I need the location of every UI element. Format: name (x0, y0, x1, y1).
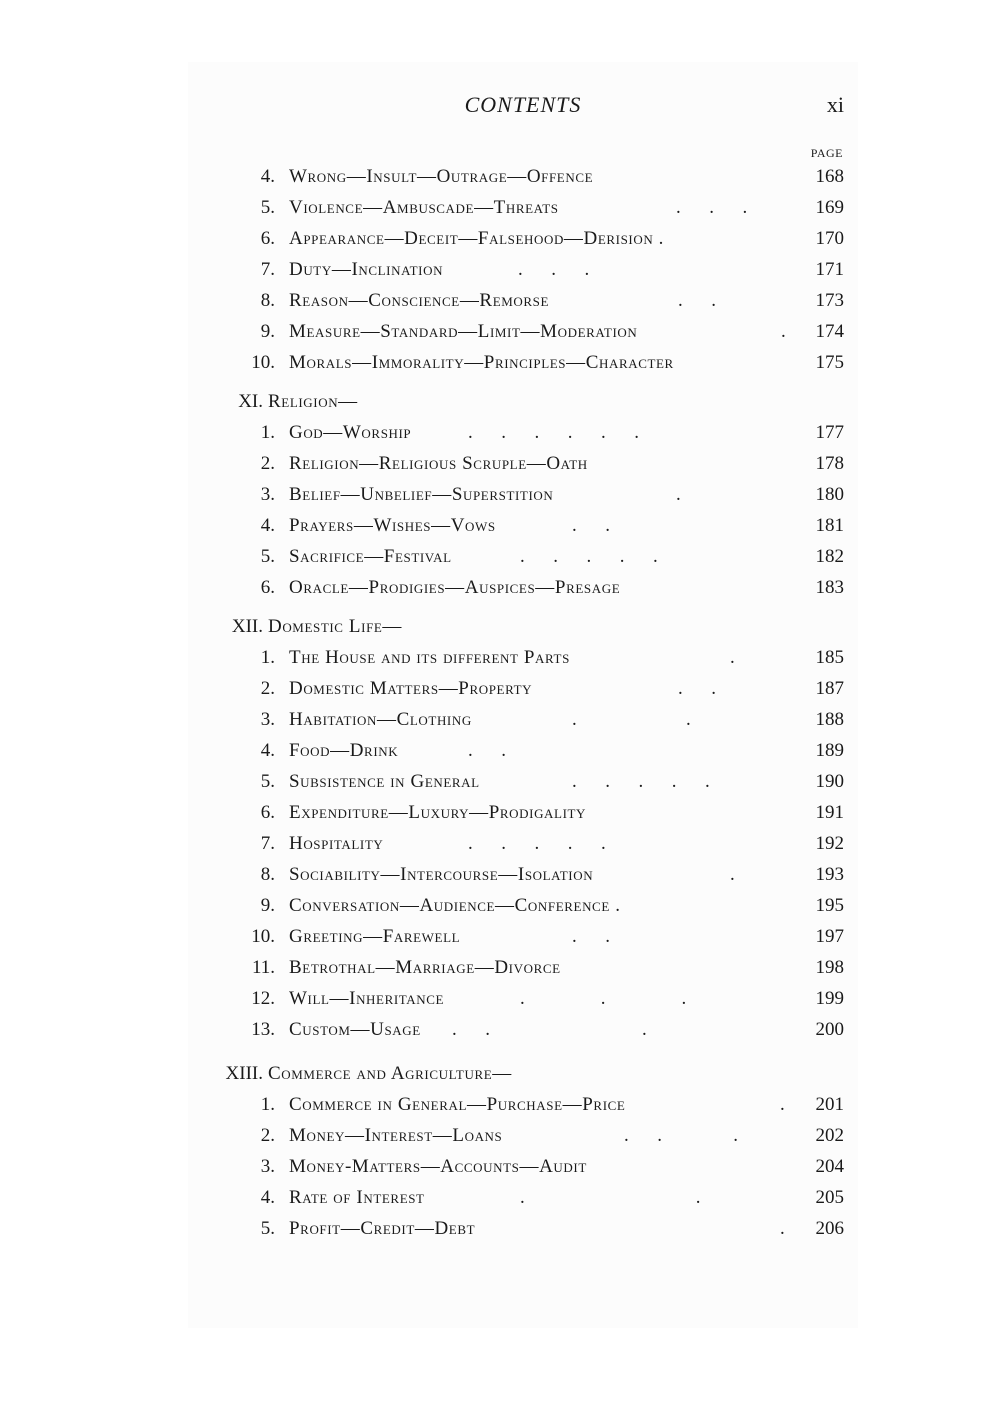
entry-title: The House and its different Parts (289, 647, 570, 668)
entry-title: Habitation—Clothing (289, 709, 472, 730)
dot-leaders: . (730, 647, 735, 668)
entry-page: 204 (815, 1156, 844, 1177)
entry-number: 4. (260, 515, 275, 536)
entry-title: Prayers—Wishes—Vows (289, 515, 496, 536)
entry-title: God—Worship (289, 422, 412, 443)
entry-page: 195 (815, 895, 844, 916)
dot-leaders: . . (468, 740, 506, 761)
dot-leaders: . . (572, 926, 610, 947)
entry-number: 2. (260, 453, 275, 474)
running-title: CONTENTS (464, 92, 582, 117)
entry-number: 7. (260, 833, 275, 854)
entry-number: 5. (260, 771, 275, 792)
entry-title: Violence—Ambuscade—Threats (289, 197, 559, 218)
entry-title: Money-Matters—Accounts—Audit (289, 1156, 587, 1177)
page-number: xi (826, 92, 844, 117)
entry-page: 205 (815, 1187, 844, 1208)
entry-page: 185 (815, 647, 844, 668)
entry-number: 13. (251, 1019, 275, 1040)
toc-entry[interactable] (0, 957, 1000, 985)
entry-number: 3. (260, 484, 275, 505)
entry-title: Sociability—Intercourse—Isolation (289, 864, 594, 885)
entry-title: Food—Drink (289, 740, 399, 761)
dot-leaders: . . . . . (572, 771, 710, 792)
entry-page: 202 (815, 1125, 844, 1146)
section-heading[interactable] (0, 1063, 1000, 1091)
entry-number: 1. (260, 647, 275, 668)
entry-number: 6. (260, 228, 275, 249)
entry-page: 189 (815, 740, 844, 761)
toc-entry[interactable] (0, 833, 1000, 861)
dot-leaders: . . . (518, 259, 590, 280)
entry-page: 170 (815, 228, 844, 249)
toc-entry[interactable] (0, 1156, 1000, 1184)
dot-leaders: . . . (520, 988, 687, 1009)
entry-page: 188 (815, 709, 844, 730)
entry-page: 180 (815, 484, 844, 505)
toc-entry[interactable] (0, 740, 1000, 768)
dot-leaders: . . (678, 290, 716, 311)
dot-leaders: . (730, 864, 735, 885)
entry-number: 12. (251, 988, 275, 1009)
entry-title: Profit—Credit—Debt (289, 1218, 476, 1239)
entry-page: 183 (815, 577, 844, 598)
toc-entry[interactable] (0, 988, 1000, 1016)
entry-title: Commerce in General—Purchase—Price (289, 1094, 626, 1115)
entry-number: 4. (260, 1187, 275, 1208)
entry-title: Domestic Matters—Property (289, 678, 533, 699)
toc-entry[interactable] (0, 1187, 1000, 1215)
entry-page: 181 (815, 515, 844, 536)
toc-entry[interactable] (0, 678, 1000, 706)
dot-leaders: . (781, 321, 786, 342)
entry-page: 200 (815, 1019, 844, 1040)
entry-page: 193 (815, 864, 844, 885)
section-heading[interactable] (0, 391, 1000, 419)
entry-title: Custom—Usage (289, 1019, 421, 1040)
entry-number: 9. (260, 895, 275, 916)
entry-page: 191 (815, 802, 844, 823)
toc-entry[interactable] (0, 228, 1000, 256)
toc-entry[interactable] (0, 259, 1000, 287)
entry-title: Subsistence in General (289, 771, 480, 792)
toc-entry[interactable] (0, 484, 1000, 512)
section-title: Commerce and Agriculture— (268, 1063, 512, 1084)
entry-number: 2. (260, 678, 275, 699)
entry-number: 5. (260, 546, 275, 567)
entry-number: 5. (260, 197, 275, 218)
dot-leaders: . . (678, 678, 716, 699)
entry-page: 174 (815, 321, 844, 342)
toc-entry[interactable] (0, 1218, 1000, 1246)
entry-number: 8. (260, 864, 275, 885)
entry-number: 3. (260, 709, 275, 730)
toc-entry[interactable] (0, 352, 1000, 380)
entry-page: 169 (815, 197, 844, 218)
entry-title: Morals—Immorality—Principles—Character (289, 352, 674, 373)
running-head (188, 92, 858, 122)
entry-page: 197 (815, 926, 844, 947)
toc-entry[interactable] (0, 1094, 1000, 1122)
entry-title: Expenditure—Luxury—Prodigality (289, 802, 587, 823)
toc-entry[interactable] (0, 895, 1000, 923)
toc-entry[interactable] (0, 453, 1000, 481)
entry-title: Belief—Unbelief—Superstition (289, 484, 554, 505)
entry-title: Oracle—Prodigies—Auspices—Presage (289, 577, 621, 598)
entry-title: Religion—Religious Scruple—Oath (289, 453, 588, 474)
entry-title: Rate of Interest (289, 1187, 425, 1208)
entry-page: 178 (815, 453, 844, 474)
dot-leaders: . . . (676, 197, 748, 218)
toc-entry[interactable] (0, 321, 1000, 349)
toc-entry[interactable] (0, 166, 1000, 194)
dot-leaders: . . . . . (468, 833, 606, 854)
toc-entry[interactable] (0, 422, 1000, 450)
toc-entry[interactable] (0, 709, 1000, 737)
entry-number: 6. (260, 577, 275, 598)
entry-page: 168 (815, 166, 844, 187)
toc-entry[interactable] (0, 802, 1000, 830)
dot-leaders: . . . . . . (468, 422, 639, 443)
dot-leaders: . (676, 484, 681, 505)
entry-number: 6. (260, 802, 275, 823)
toc-entry[interactable] (0, 577, 1000, 605)
entry-page: 187 (815, 678, 844, 699)
dot-leaders: . . (520, 1187, 701, 1208)
entry-page: 199 (815, 988, 844, 1009)
entry-title: Will—Inheritance (289, 988, 445, 1009)
entry-title: Reason—Conscience—Remorse (289, 290, 550, 311)
dot-leaders: . . (572, 515, 610, 536)
entry-number: 1. (260, 422, 275, 443)
entry-number: 8. (260, 290, 275, 311)
entry-title: Wrong—Insult—Outrage—Offence (289, 166, 594, 187)
dot-leaders: . . (572, 709, 691, 730)
toc-entry[interactable] (0, 771, 1000, 799)
entry-page: 175 (815, 352, 844, 373)
entry-number: 7. (260, 259, 275, 280)
dot-leaders: . . . (624, 1125, 738, 1146)
section-title: Domestic Life— (268, 616, 403, 637)
entry-number: 10. (251, 926, 275, 947)
entry-title: Money—Interest—Loans (289, 1125, 503, 1146)
entry-page: 198 (815, 957, 844, 978)
entry-number: 5. (260, 1218, 275, 1239)
entry-title: Betrothal—Marriage—Divorce (289, 957, 561, 978)
entry-title: Appearance—Deceit—Falsehood—Derision . (289, 228, 665, 249)
section-heading[interactable] (0, 616, 1000, 644)
entry-number: 10. (251, 352, 275, 373)
entry-page: 206 (815, 1218, 844, 1239)
section-title: Religion— (268, 391, 358, 412)
entry-title: Hospitality (289, 833, 384, 854)
toc-entry[interactable] (0, 546, 1000, 574)
entry-page: 171 (815, 259, 844, 280)
entry-number: 9. (260, 321, 275, 342)
toc-entry[interactable] (0, 1125, 1000, 1153)
entry-title: Duty—Inclination (289, 259, 444, 280)
entry-page: 182 (815, 546, 844, 567)
dot-leaders: . (780, 1218, 785, 1239)
entry-page: 190 (815, 771, 844, 792)
dot-leaders: . (780, 1094, 785, 1115)
entry-title: Sacrifice—Festival (289, 546, 452, 567)
toc-entry[interactable] (0, 864, 1000, 892)
entry-page: 192 (815, 833, 844, 854)
section-numeral: XII. (231, 616, 263, 637)
entry-number: 1. (260, 1094, 275, 1115)
entry-page: 201 (815, 1094, 844, 1115)
section-numeral: XI. (238, 391, 263, 412)
entry-title: Conversation—Audience—Conference . (289, 895, 621, 916)
dot-leaders: . . . . . (520, 546, 658, 567)
toc-entry[interactable] (0, 647, 1000, 675)
entry-page: 173 (815, 290, 844, 311)
entry-number: 3. (260, 1156, 275, 1177)
toc-entry[interactable] (0, 197, 1000, 225)
entry-number: 11. (251, 957, 275, 978)
entry-number: 4. (260, 740, 275, 761)
toc-entry[interactable] (0, 515, 1000, 543)
entry-number: 2. (260, 1125, 275, 1146)
toc-entry[interactable] (0, 1019, 1000, 1047)
toc-entry[interactable] (0, 290, 1000, 318)
entry-title: Greeting—Farewell (289, 926, 461, 947)
entry-title: Measure—Standard—Limit—Moderation (289, 321, 638, 342)
section-numeral: XIII. (225, 1063, 263, 1084)
entry-number: 4. (260, 166, 275, 187)
page-column-label: PAGE (810, 146, 843, 160)
dot-leaders: . . . (452, 1019, 647, 1040)
toc-entry[interactable] (0, 926, 1000, 954)
entry-page: 177 (815, 422, 844, 443)
